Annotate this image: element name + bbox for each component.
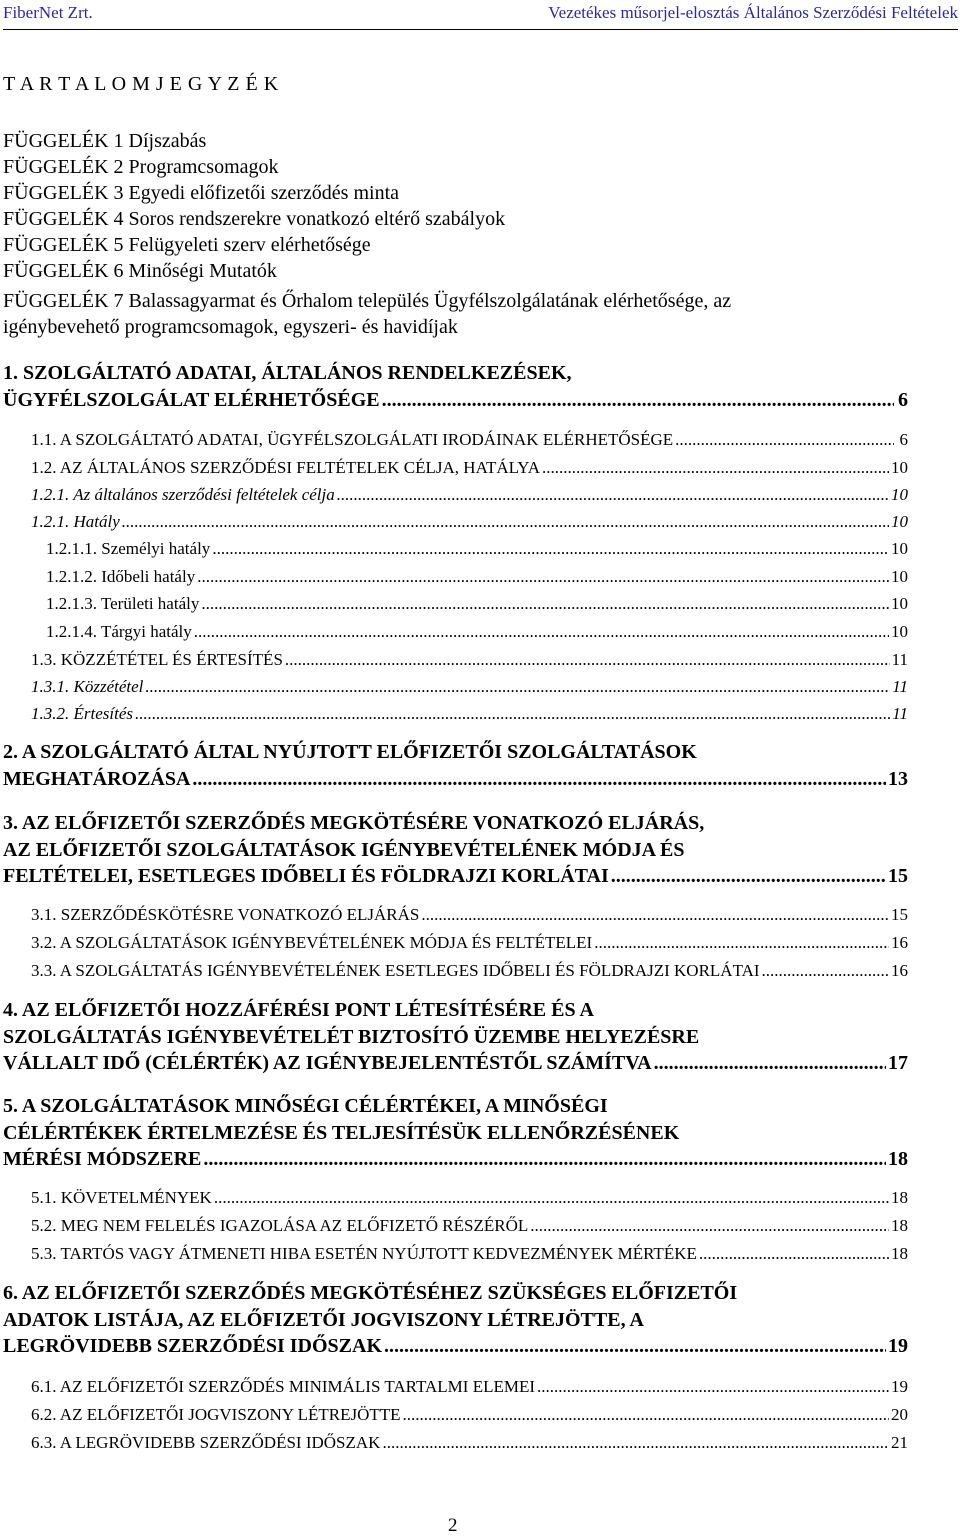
- entry-label: 1.2.1.3. Területi hatály: [46, 594, 200, 613]
- toc-section-3[interactable]: [3, 810, 908, 890]
- dot-leader: [530, 1214, 889, 1238]
- toc-section-1[interactable]: [3, 360, 908, 413]
- section-heading-line: 6. AZ ELŐFIZETŐI SZERZŐDÉS MEGKÖTÉSÉHEZ SZÜKSÉGES ELŐFIZETŐI: [3, 1282, 738, 1304]
- dot-leader: [537, 1375, 889, 1399]
- toc-entry-1-2-1-4[interactable]: [46, 620, 908, 644]
- entry-label: 1.3. KÖZZÉTÉTEL ÉS ÉRTESÍTÉS: [31, 650, 283, 669]
- toc-entry-5-1[interactable]: [31, 1186, 908, 1210]
- dot-leader: [192, 766, 886, 793]
- entry-label: 3.3. A SZOLGÁLTATÁS IGÉNYBEVÉTELÉNEK ESETLEGES IDŐBELI ÉS FÖLDRAJZI KORLÁTAI: [31, 961, 760, 980]
- page-ref: 10: [891, 539, 908, 558]
- appendix-6[interactable]: FÜGGELÉK 6 Minőségi Mutatók: [3, 260, 277, 282]
- toc-entry-1-2-1-purpose[interactable]: [31, 483, 908, 507]
- dot-leader: [194, 620, 889, 644]
- header-company: FiberNet Zrt.: [3, 3, 93, 22]
- appendix-4[interactable]: FÜGGELÉK 4 Soros rendszerekre vonatkozó eltérő szabályok: [3, 208, 506, 230]
- page-ref: 10: [891, 622, 908, 641]
- toc-entry-3-1[interactable]: [31, 903, 908, 927]
- entry-label: 3.2. A SZOLGÁLTATÁSOK IGÉNYBEVÉTELÉNEK MÓDJA ÉS FELTÉTELEI: [31, 933, 593, 952]
- page-number: 2: [448, 1515, 458, 1536]
- page-ref: 10: [891, 458, 908, 477]
- toc-entry-1-2-1-1[interactable]: [46, 537, 908, 561]
- page-ref: 15: [891, 905, 908, 924]
- page-ref: 10: [891, 594, 908, 613]
- toc-entry-5-2[interactable]: [31, 1214, 908, 1238]
- toc-entry-1-2-1-scope[interactable]: [31, 510, 908, 534]
- toc-entry-6-1[interactable]: [31, 1375, 908, 1399]
- page-ref: 17: [888, 1052, 908, 1074]
- toc-section-2[interactable]: [3, 739, 908, 792]
- dot-leader: [403, 1403, 889, 1427]
- page-ref: 10: [891, 485, 908, 504]
- entry-label: 6.2. AZ ELŐFIZETŐI JOGVISZONY LÉTREJÖTTE: [31, 1405, 401, 1424]
- dot-leader: [337, 483, 889, 507]
- appendix-1[interactable]: FÜGGELÉK 1 Díjszabás: [3, 130, 207, 152]
- entry-label: 6.1. AZ ELŐFIZETŐI SZERZŐDÉS MINIMÁLIS TARTALMI ELEMEI: [31, 1377, 536, 1396]
- appendix-3[interactable]: FÜGGELÉK 3 Egyedi előfizetői szerződés minta: [3, 182, 399, 204]
- dot-leader: [122, 510, 889, 534]
- page-ref: 18: [891, 1188, 908, 1207]
- entry-label: 1.2.1.2. Időbeli hatály: [46, 567, 196, 586]
- dot-leader: [542, 456, 889, 480]
- entry-label: 5.1. KÖVETELMÉNYEK: [31, 1188, 212, 1207]
- toc-entry-1-2[interactable]: [31, 456, 908, 480]
- dot-leader: [212, 537, 889, 561]
- page-ref: 18: [888, 1148, 908, 1170]
- toc-entry-6-2[interactable]: [31, 1403, 908, 1427]
- page-header: [3, 3, 958, 30]
- entry-label: 1.3.1. Közzététel: [31, 677, 144, 696]
- toc-entry-1-3-2[interactable]: [31, 702, 908, 726]
- toc-entry-5-3[interactable]: [31, 1242, 908, 1266]
- page-ref: 10: [891, 567, 908, 586]
- page-ref: 18: [891, 1216, 908, 1235]
- page-ref: 13: [888, 767, 908, 790]
- page-ref: 11: [892, 704, 908, 723]
- page-ref: 16: [891, 933, 908, 952]
- dot-leader: [203, 1146, 886, 1173]
- appendix-5[interactable]: FÜGGELÉK 5 Felügyeleti szerv elérhetősége: [3, 234, 371, 256]
- dot-leader: [214, 1186, 889, 1210]
- section-heading-line: SZOLGÁLTATÁS IGÉNYBEVÉTELÉT BIZTOSÍTÓ ÜZEMBE HELYEZÉSRE: [3, 1025, 700, 1048]
- dot-leader: [699, 1242, 889, 1266]
- section-heading-line: MEGHATÁROZÁSA: [3, 767, 191, 790]
- page-ref: 19: [888, 1335, 908, 1357]
- entry-label: 5.2. MEG NEM FELELÉS IGAZOLÁSA AZ ELŐFIZETŐ RÉSZÉRŐL: [31, 1216, 529, 1235]
- toc-entry-1-2-1-2[interactable]: [46, 565, 908, 589]
- entry-label: 1.2.1.1. Személyi hatály: [46, 539, 211, 558]
- entry-label: 6.3. A LEGRÖVIDEBB SZERZŐDÉSI IDŐSZAK: [31, 1433, 381, 1452]
- toc-entry-3-2[interactable]: [31, 931, 908, 955]
- page-ref: 15: [888, 865, 908, 887]
- toc-title: T A R T A L O M J E G Y Z É K: [3, 73, 279, 95]
- dot-leader: [382, 387, 894, 414]
- entry-label: 3.1. SZERZŐDÉSKÖTÉSRE VONATKOZÓ ELJÁRÁS: [31, 905, 420, 924]
- dot-leader: [285, 648, 890, 672]
- entry-label: 1.2.1.4. Tárgyi hatály: [46, 622, 192, 641]
- section-heading-line: FELTÉTELEI, ESETLEGES IDŐBELI ÉS FÖLDRAJZI KORLÁTAI: [3, 865, 609, 887]
- entry-label: 1.2.1. Hatály: [31, 512, 120, 531]
- dot-leader: [145, 675, 890, 699]
- section-heading-line: AZ ELŐFIZETŐI SZOLGÁLTATÁSOK IGÉNYBEVÉTELÉNEK MÓDJA ÉS: [3, 838, 685, 861]
- page-ref: 21: [891, 1433, 908, 1452]
- section-heading-line: 2. A SZOLGÁLTATÓ ÁLTAL NYÚJTOTT ELŐFIZETŐI SZOLGÁLTATÁSOK: [3, 741, 697, 763]
- toc-entry-3-3[interactable]: [31, 959, 908, 983]
- section-heading-line: ÜGYFÉLSZOLGÁLAT ELÉRHETŐSÉGE: [3, 388, 380, 411]
- toc-entry-1-3[interactable]: [31, 648, 908, 672]
- toc-entry-6-3[interactable]: [31, 1431, 908, 1455]
- toc-section-4[interactable]: [3, 997, 908, 1077]
- dot-leader: [382, 1431, 889, 1455]
- dot-leader: [421, 903, 889, 927]
- page-ref: 11: [891, 650, 908, 669]
- section-heading-line: 4. AZ ELŐFIZETŐI HOZZÁFÉRÉSI PONT LÉTESÍTÉSÉRE ÉS A: [3, 999, 594, 1021]
- page-ref: 11: [892, 677, 908, 696]
- toc-section-5[interactable]: [3, 1093, 908, 1173]
- entry-label: 5.3. TARTÓS VAGY ÁTMENETI HIBA ESETÉN NYÚJTOTT KEDVEZMÉNYEK MÉRTÉKE: [31, 1244, 697, 1263]
- section-heading-line: CÉLÉRTÉKEK ÉRTELMEZÉSE ÉS TELJESÍTÉSÜK ELLENŐRZÉSÉNEK: [3, 1121, 680, 1144]
- section-heading-line: 5. A SZOLGÁLTATÁSOK MINŐSÉGI CÉLÉRTÉKEI, A MINŐSÉGI: [3, 1095, 608, 1117]
- dot-leader: [384, 1333, 886, 1360]
- page-ref: 10: [891, 512, 908, 531]
- toc-entry-1-2-1-3[interactable]: [46, 592, 908, 616]
- dot-leader: [135, 702, 890, 726]
- dot-leader: [654, 1050, 886, 1077]
- section-heading-line: MÉRÉSI MÓDSZERE: [3, 1148, 202, 1170]
- appendix-7[interactable]: FÜGGELÉK 7 Balassagyarmat és Őrhalom település Ügyfélszolgálatának elérhetősége, az: [3, 290, 732, 312]
- dot-leader: [201, 592, 889, 616]
- dot-leader: [762, 959, 889, 983]
- toc-entry-1-1[interactable]: [31, 428, 908, 452]
- section-heading-line: 1. SZOLGÁLTATÓ ADATAI, ÁLTALÁNOS RENDELKEZÉSEK,: [3, 362, 572, 384]
- entry-label: 1.2.1. Az általános szerződési feltételek célja: [31, 485, 335, 504]
- toc-section-6[interactable]: [3, 1280, 908, 1360]
- page-ref: 6: [899, 430, 908, 449]
- section-heading-line: VÁLLALT IDŐ (CÉLÉRTÉK) AZ IGÉNYBEJELENTÉSTŐL SZÁMÍTVA: [3, 1052, 652, 1074]
- appendix-7-continued: igénybevehető programcsomagok, egyszeri- és havidíjak: [3, 316, 458, 338]
- page-ref: 16: [891, 961, 908, 980]
- header-document-title: Vezetékes műsorjel-elosztás Általános Szerződési Feltételek: [548, 3, 958, 22]
- page-ref: 19: [891, 1377, 908, 1396]
- dot-leader: [675, 428, 894, 452]
- dot-leader: [594, 931, 889, 955]
- entry-label: 1.3.2. Értesítés: [31, 704, 133, 723]
- appendix-2[interactable]: FÜGGELÉK 2 Programcsomagok: [3, 156, 279, 178]
- page-ref: 20: [891, 1405, 908, 1424]
- page-ref: 6: [898, 388, 908, 411]
- section-heading-line: LEGRÖVIDEBB SZERZŐDÉSI IDŐSZAK: [3, 1335, 383, 1357]
- page-ref: 18: [891, 1244, 908, 1263]
- dot-leader: [611, 863, 886, 890]
- section-heading-line: ADATOK LISTÁJA, AZ ELŐFIZETŐI JOGVISZONY LÉTREJÖTTE, A: [3, 1308, 644, 1331]
- toc-entry-1-3-1[interactable]: [31, 675, 908, 699]
- dot-leader: [197, 565, 889, 589]
- entry-label: 1.2. AZ ÁLTALÁNOS SZERZŐDÉSI FELTÉTELEK CÉLJA, HATÁLYA: [31, 458, 540, 477]
- section-heading-line: 3. AZ ELŐFIZETŐI SZERZŐDÉS MEGKÖTÉSÉRE VONATKOZÓ ELJÁRÁS,: [3, 812, 705, 834]
- entry-label: 1.1. A SZOLGÁLTATÓ ADATAI, ÜGYFÉLSZOLGÁLATI IRODÁINAK ELÉRHETŐSÉGE: [31, 430, 674, 449]
